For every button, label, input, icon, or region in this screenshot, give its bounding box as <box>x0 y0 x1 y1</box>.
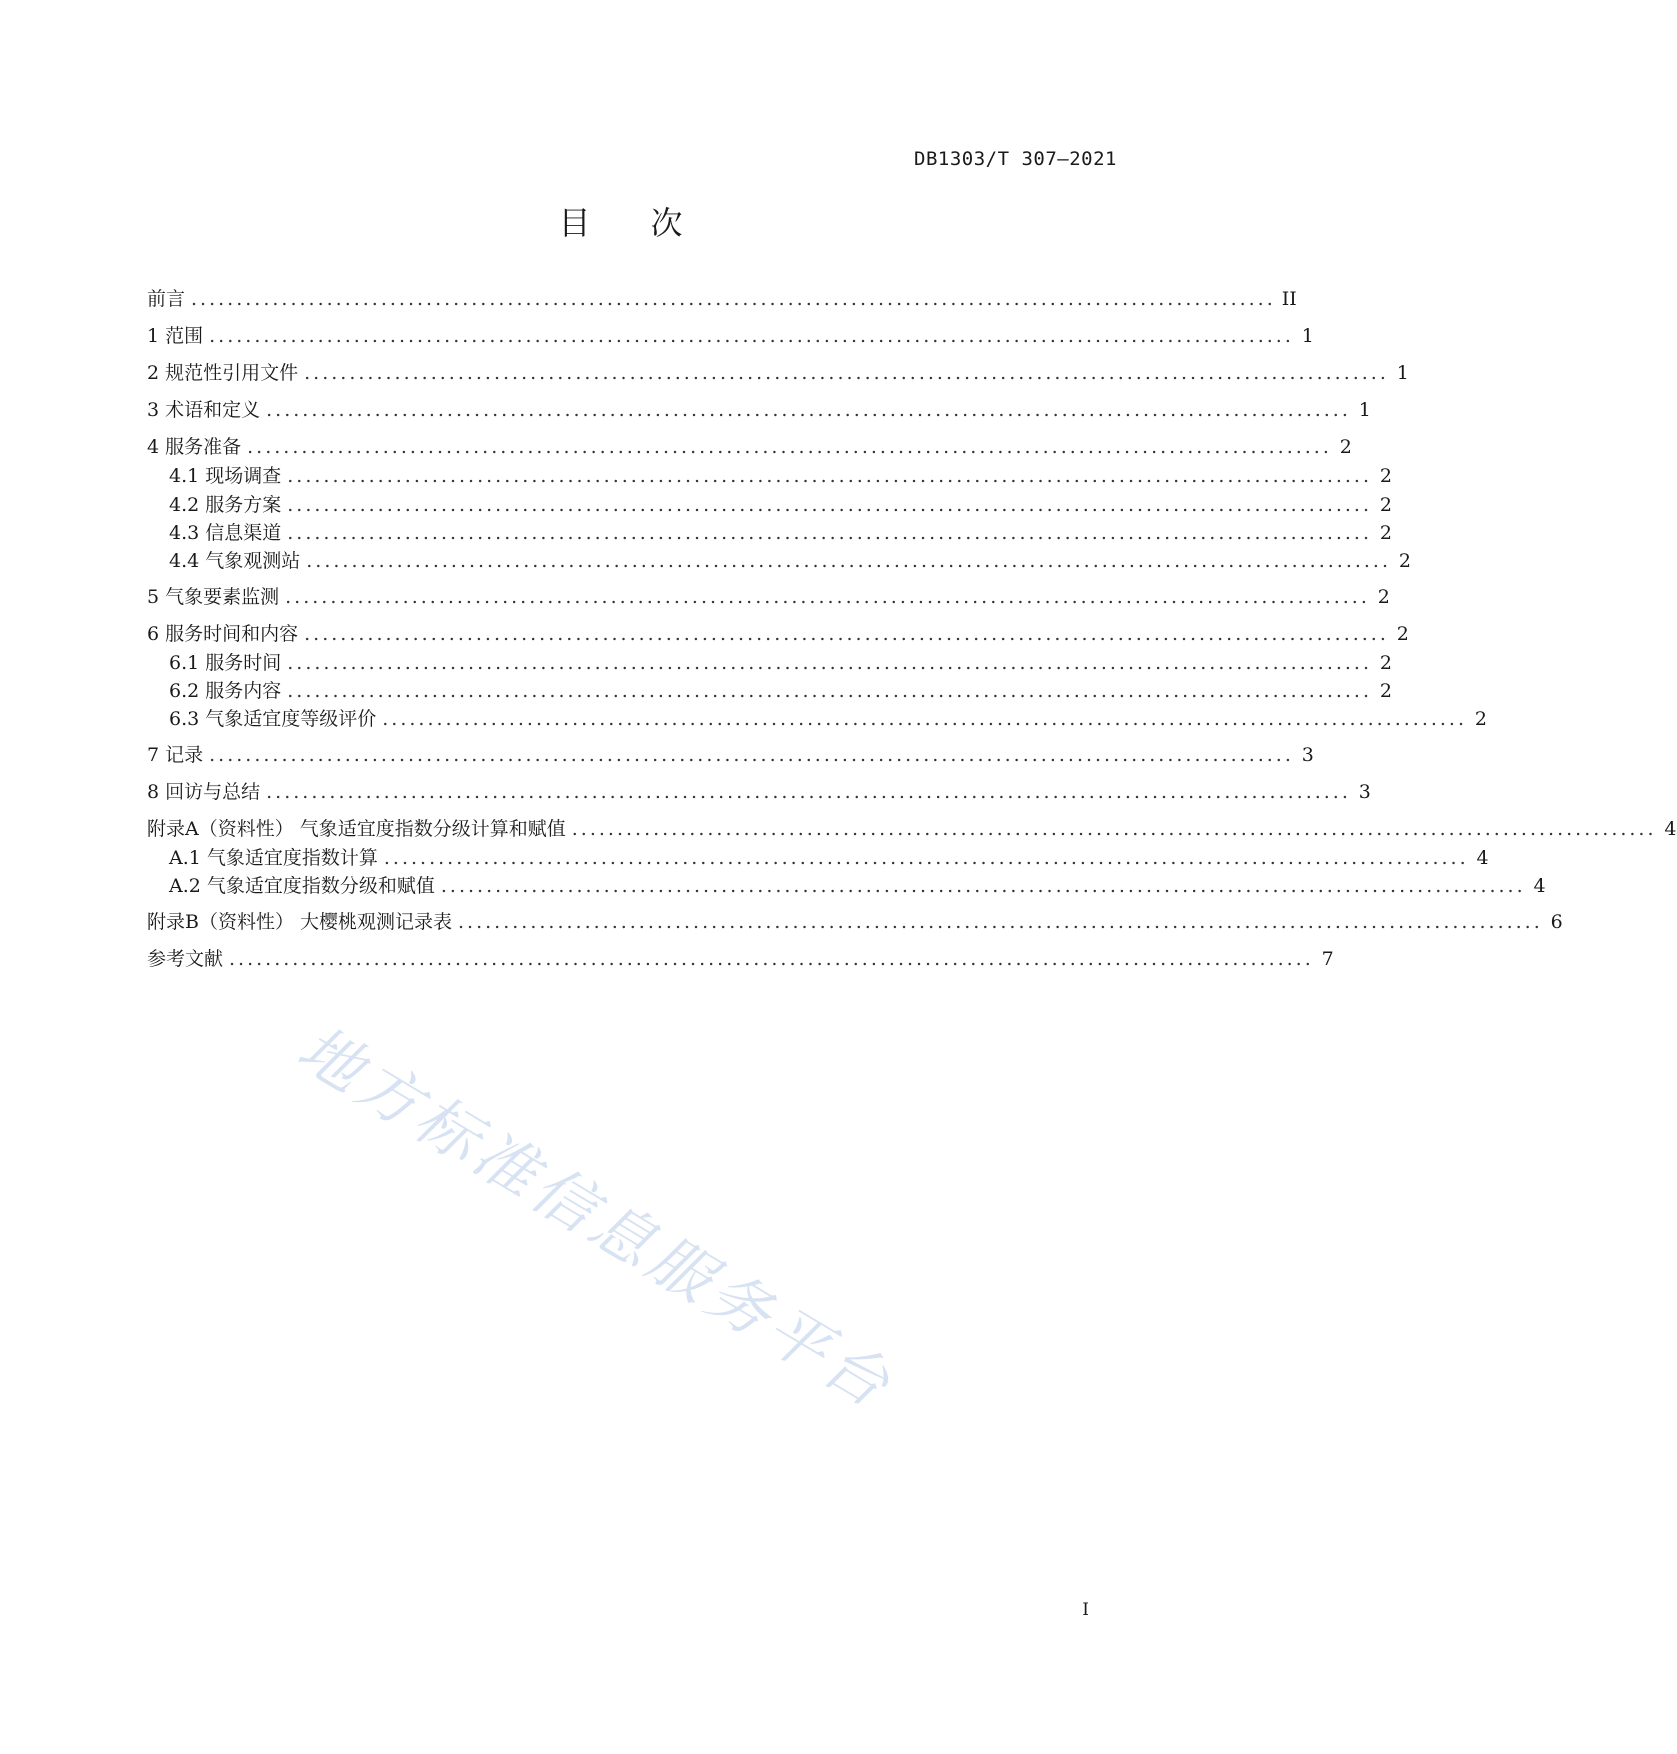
toc-leader-dots: ........................................................................................................................ <box>304 362 1389 384</box>
toc-entry-label: 4.2 服务方案 <box>169 494 282 516</box>
page-number: I <box>1082 1600 1089 1620</box>
toc-entry-page: 2 <box>1379 494 1393 516</box>
toc-entry-page: 3 <box>1358 781 1371 803</box>
toc-entry-label: 6.1 服务时间 <box>169 652 282 674</box>
watermark: 地方标准信息服务平台 <box>285 1011 907 1424</box>
toc-entry-1[interactable] <box>147 322 1314 350</box>
toc-entry-8[interactable] <box>147 778 1371 806</box>
toc-leader-dots: ........................................................................................................................ <box>287 522 1373 544</box>
toc-entry-label: 6.3 气象适宜度等级评价 <box>169 708 377 730</box>
toc-entry-label: 4.4 气象观测站 <box>169 550 301 572</box>
toc-entry-appendix-a[interactable] <box>147 815 1677 843</box>
toc-entry-4[interactable] <box>147 433 1352 461</box>
toc-entry-4-2[interactable] <box>169 491 1393 519</box>
toc-entry-label: 8 回访与总结 <box>147 781 261 803</box>
toc-entry-label: 6 服务时间和内容 <box>147 623 299 645</box>
toc-entry-label: 附录A（资料性） 气象适宜度指数分级计算和赋值 <box>147 818 566 840</box>
toc-leader-dots: ........................................................................................................................ <box>266 781 1351 803</box>
toc-leader-dots: ........................................................................................................................ <box>287 465 1373 487</box>
toc-entry-4-4[interactable] <box>169 547 1412 575</box>
toc-entry-label: 7 记录 <box>147 744 204 766</box>
toc-leader-dots: ........................................................................................................................ <box>287 494 1373 516</box>
toc-entry-page: 2 <box>1379 652 1393 674</box>
toc-entry-label: 4.3 信息渠道 <box>169 522 282 544</box>
toc-entry-5[interactable] <box>147 583 1390 611</box>
toc-entry-label: 4.1 现场调查 <box>169 465 282 487</box>
toc-leader-dots: ........................................................................................................................ <box>383 847 1469 869</box>
toc-entry-page: 6 <box>1550 911 1563 933</box>
toc-entry-a-1[interactable] <box>169 844 1489 872</box>
toc-entry-a-2[interactable] <box>169 872 1546 900</box>
toc-leader-dots: ........................................................................................................................ <box>571 818 1657 840</box>
toc-leader-dots: ........................................................................................................................ <box>382 708 1468 730</box>
toc-entry-references[interactable] <box>147 945 1334 973</box>
toc-entry-page: 2 <box>1377 586 1390 608</box>
toc-entry-page: 2 <box>1379 680 1393 702</box>
toc-entry-7[interactable] <box>147 741 1314 769</box>
toc-leader-dots: ........................................................................................................................ <box>266 399 1351 421</box>
toc-leader-dots: ........................................................................................................................ <box>209 325 1294 347</box>
toc-entry-6-3[interactable] <box>169 705 1488 733</box>
toc-leader-dots: ........................................................................................................................ <box>287 680 1373 702</box>
toc-leader-dots: ........................................................................................................................ <box>191 288 1276 310</box>
toc-entry-page: 2 <box>1379 522 1393 544</box>
document-code: DB1303/T 307—2021 <box>914 148 1117 170</box>
toc-leader-dots: ........................................................................................................................ <box>306 550 1392 572</box>
toc-entry-appendix-b[interactable] <box>147 908 1563 936</box>
toc-entry-6-2[interactable] <box>169 677 1393 705</box>
toc-entry-page: 7 <box>1321 948 1334 970</box>
toc-entry-label: A.2 气象适宜度指数分级和赋值 <box>169 875 435 897</box>
toc-leader-dots: ........................................................................................................................ <box>287 652 1373 674</box>
toc-entry-page: II <box>1281 288 1297 310</box>
toc-entry-4-1[interactable] <box>169 462 1393 490</box>
toc-entry-foreword[interactable] <box>147 285 1297 313</box>
toc-entry-label: 附录B（资料性） 大樱桃观测记录表 <box>147 911 453 933</box>
toc-entry-label: 6.2 服务内容 <box>169 680 282 702</box>
toc-entry-6[interactable] <box>147 620 1409 648</box>
toc-leader-dots: ........................................................................................................................ <box>440 875 1526 897</box>
toc-entry-2[interactable] <box>147 359 1409 387</box>
toc-entry-page: 4 <box>1664 818 1677 840</box>
toc-entry-page: 1 <box>1396 362 1409 384</box>
toc-entry-page: 2 <box>1379 465 1393 487</box>
toc-entry-label: 1 范围 <box>147 325 204 347</box>
toc-entry-page: 2 <box>1474 708 1488 730</box>
toc-leader-dots: ........................................................................................................................ <box>209 744 1294 766</box>
toc-entry-page: 1 <box>1358 399 1371 421</box>
toc-entry-label: 3 术语和定义 <box>147 399 261 421</box>
toc-entry-label: 5 气象要素监测 <box>147 586 280 608</box>
toc-entry-label: A.1 气象适宜度指数计算 <box>169 847 378 869</box>
toc-entry-page: 1 <box>1301 325 1314 347</box>
toc-entry-label: 参考文献 <box>147 948 224 970</box>
toc-entry-label: 4 服务准备 <box>147 436 242 458</box>
toc-entry-page: 2 <box>1396 623 1409 645</box>
toc-entry-page: 2 <box>1398 550 1412 572</box>
toc-leader-dots: ........................................................................................................................ <box>458 911 1543 933</box>
toc-leader-dots: ........................................................................................................................ <box>247 436 1332 458</box>
toc-leader-dots: ........................................................................................................................ <box>285 586 1370 608</box>
toc-entry-page: 4 <box>1476 847 1489 869</box>
toc-leader-dots: ........................................................................................................................ <box>229 948 1314 970</box>
toc-entry-label: 前言 <box>147 288 186 310</box>
toc-leader-dots: ........................................................................................................................ <box>304 623 1389 645</box>
toc-entry-6-1[interactable] <box>169 649 1393 677</box>
toc-entry-page: 3 <box>1301 744 1314 766</box>
toc-entry-label: 2 规范性引用文件 <box>147 362 299 384</box>
toc-entry-page: 4 <box>1533 875 1546 897</box>
toc-entry-4-3[interactable] <box>169 519 1393 547</box>
page-title: 目次 <box>558 204 743 242</box>
toc-entry-page: 2 <box>1339 436 1352 458</box>
toc-entry-3[interactable] <box>147 396 1371 424</box>
